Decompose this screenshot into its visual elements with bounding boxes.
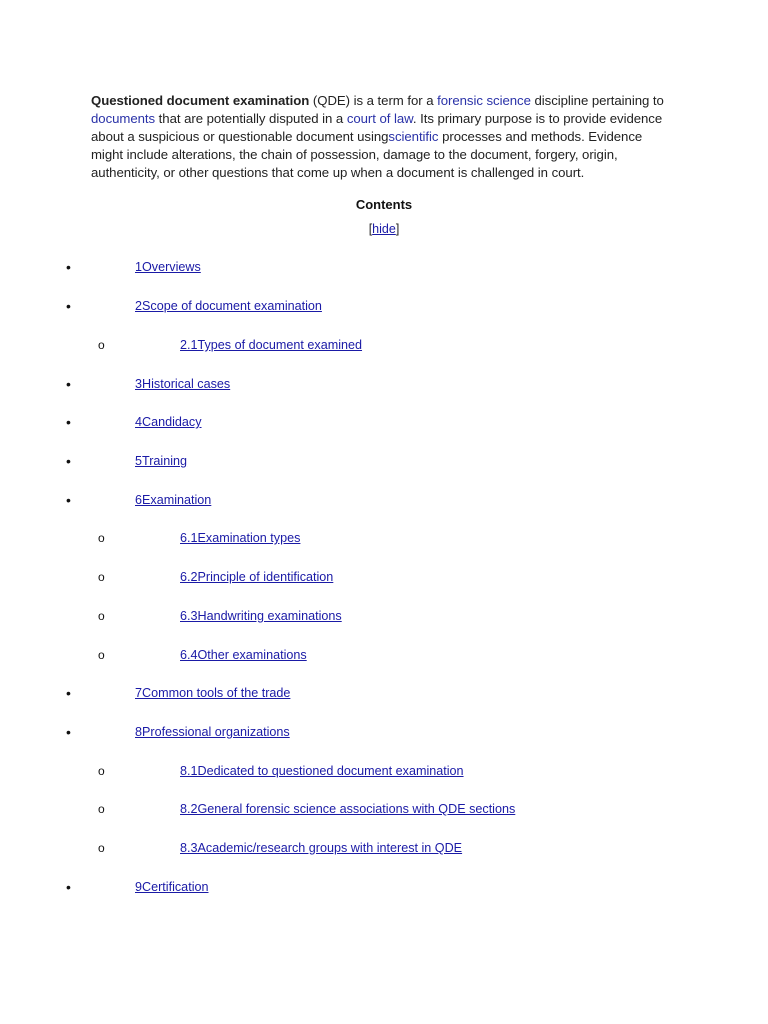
toc-link-professional-orgs[interactable]: 8Professional organizations <box>135 725 290 739</box>
intro-text-4: . Its primary purpose is to provide evidence about a suspicious or questionable document using <box>91 111 663 144</box>
bullet-icon: • <box>66 685 71 701</box>
bullet-icon: • <box>66 492 71 508</box>
toc-item <box>0 568 768 586</box>
toc-link-overviews[interactable]: 1Overviews <box>135 260 201 274</box>
toc-item <box>0 336 768 354</box>
toc-link-historical-cases[interactable]: 3Historical cases <box>135 377 231 391</box>
toc-item <box>0 684 768 702</box>
toc-item <box>0 375 768 393</box>
bullet-icon: • <box>66 724 71 740</box>
link-forensic-science[interactable]: forensic science <box>437 93 531 108</box>
intro-paragraph <box>91 92 671 182</box>
toc-hide-bracket-close: ] <box>395 222 400 236</box>
bullet-icon: • <box>66 298 71 314</box>
toc-link-types-examined[interactable]: 2.1Types of document examined <box>180 338 363 352</box>
circle-bullet-icon: o <box>98 570 105 584</box>
bullet-icon: • <box>66 453 71 469</box>
bullet-icon: • <box>66 414 71 430</box>
intro-text-2: discipline pertaining to <box>530 93 664 108</box>
circle-bullet-icon: o <box>98 764 105 778</box>
toc-item <box>0 297 768 315</box>
toc-item <box>0 839 768 857</box>
intro-term-bold: Questioned document examination <box>91 93 310 108</box>
toc-item <box>0 258 768 276</box>
circle-bullet-icon: o <box>98 338 105 352</box>
circle-bullet-icon: o <box>98 802 105 816</box>
circle-bullet-icon: o <box>98 648 105 662</box>
circle-bullet-icon: o <box>98 609 105 623</box>
toc-item <box>0 762 768 780</box>
intro-text-1: (QDE) is a term for a <box>309 93 438 108</box>
toc-item <box>0 646 768 664</box>
link-court-of-law[interactable]: court of law <box>346 111 413 126</box>
bullet-icon: • <box>66 376 71 392</box>
toc-link-other-examinations[interactable]: 6.4Other examinations <box>180 648 307 662</box>
toc-title: Contents <box>355 197 413 212</box>
bullet-icon: • <box>66 879 71 895</box>
toc-link-certification[interactable]: 9Certification <box>135 880 209 894</box>
link-documents[interactable]: documents <box>91 111 156 126</box>
toc-item <box>0 607 768 625</box>
toc-link-dedicated-qde[interactable]: 8.1Dedicated to questioned document examination <box>180 764 464 778</box>
toc-link-common-tools[interactable]: 7Common tools of the trade <box>135 686 291 700</box>
toc-link-general-forensic[interactable]: 8.2General forensic science associations with QDE sections <box>180 802 516 816</box>
toc-link-candidacy[interactable]: 4Candidacy <box>135 415 202 429</box>
circle-bullet-icon: o <box>98 841 105 855</box>
toc-hide-bracket-open: [ <box>368 222 373 236</box>
toc-link-examination[interactable]: 6Examination <box>135 493 212 507</box>
toc-item <box>0 800 768 818</box>
intro-text-5: processes and methods. Evidence might include alterations, the chain of possession, damage to the document, forgery, origin, authenticity, or other questions that come up when a document is challenged in court. <box>91 129 643 180</box>
toc-item <box>0 723 768 741</box>
toc-item <box>0 878 768 896</box>
toc-link-academic-research[interactable]: 8.3Academic/research groups with interest in QDE <box>180 841 463 855</box>
toc-item <box>0 529 768 547</box>
link-scientific[interactable]: scientific <box>388 129 439 144</box>
toc-hide-link[interactable]: hide <box>372 222 396 236</box>
toc-hide-toggle <box>0 222 768 236</box>
circle-bullet-icon: o <box>98 531 105 545</box>
toc-item <box>0 491 768 509</box>
toc-link-principle-identification[interactable]: 6.2Principle of identification <box>180 570 334 584</box>
toc-link-training[interactable]: 5Training <box>135 454 188 468</box>
bullet-icon: • <box>66 259 71 275</box>
toc-item <box>0 452 768 470</box>
toc-link-scope[interactable]: 2Scope of document examination <box>135 299 322 313</box>
intro-text-3: that are potentially disputed in a <box>155 111 347 126</box>
toc-item <box>0 413 768 431</box>
toc-link-examination-types[interactable]: 6.1Examination types <box>180 531 301 545</box>
toc-link-handwriting[interactable]: 6.3Handwriting examinations <box>180 609 342 623</box>
